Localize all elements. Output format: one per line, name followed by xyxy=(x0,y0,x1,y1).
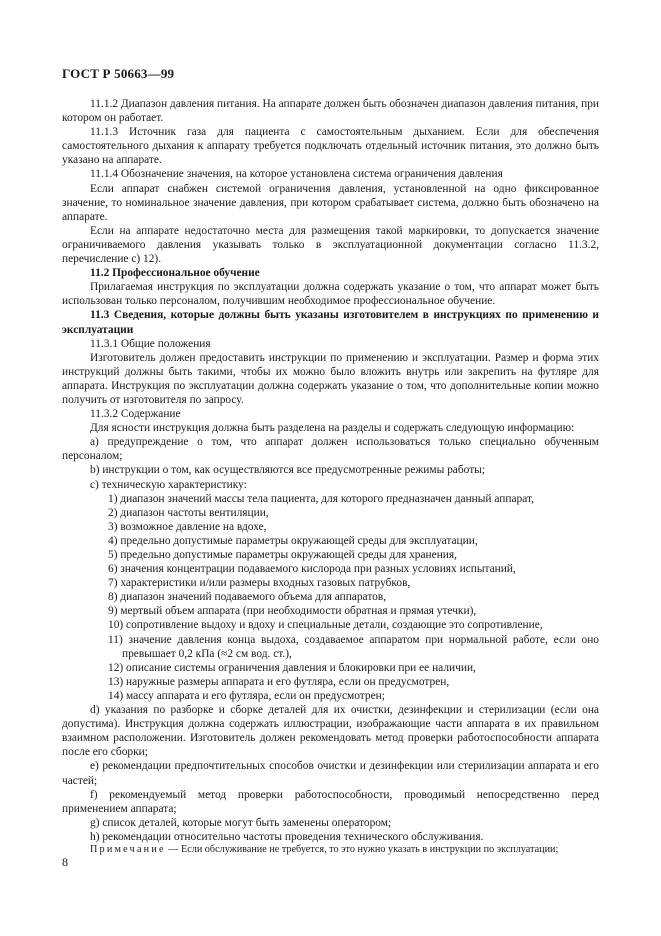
list-item-f: f) рекомендуемый метод проверки работоспособности, проводимый непосредственно перед применением аппарата; xyxy=(62,788,599,815)
paragraph-11-1-4: 11.1.4 Обозначение значения, на которое установлена система ограничения давления xyxy=(90,168,503,181)
tech-list-item: 8) диапазон значений подаваемого объема для аппаратов, xyxy=(108,591,387,604)
tech-list-item: 10) сопротивление выдоху и вдоху и специальные детали, создающие это сопротивление, xyxy=(108,619,543,632)
paragraph-11-3-2: Для ясности инструкция должна быть разделена на разделы и содержать следующую информацию: xyxy=(90,422,575,435)
list-item-c: с) техническую характеристику: xyxy=(90,478,247,491)
document-body xyxy=(62,97,599,857)
document-header: ГОСТ Р 50663—99 xyxy=(62,66,175,81)
tech-list-item: 14) массу аппарата и его футляра, если он предусмотрен; xyxy=(108,689,385,702)
paragraph-pressure-limit-1: Если аппарат снабжен системой ограничения давления, установленной на одно фиксированное значение, то номинальное значение давления, при котором срабатывает система, должно быть обозначено на аппарате. xyxy=(62,182,599,223)
page-number: 8 xyxy=(62,855,68,869)
tech-list-item: 1) диапазон значений массы тела пациента, для которого предназначен данный аппарат, xyxy=(108,492,534,505)
tech-list-item: 9) мертвый объем аппарата (при необходимости обратная и прямая утечки), xyxy=(108,605,477,618)
paragraph-11-1-2: 11.1.2 Диапазон давления питания. На аппарате должен быть обозначен диапазон давления питания, при котором он работает. xyxy=(62,98,599,125)
paragraph-11-2: Прилагаемая инструкция по эксплуатации должна содержать указание о том, что аппарат может быть использован только персоналом, получившим необходимое профессиональное обучение. xyxy=(62,281,599,308)
tech-list-item: 5) предельно допустимые параметры окружающей среды для хранения, xyxy=(108,549,457,561)
tech-list-item: 13) наружные размеры аппарата и его футляра, если он предусмотрен, xyxy=(108,675,450,688)
tech-list-item: 2) диапазон частоты вентиляции, xyxy=(108,506,269,519)
tech-list-item: 11) значение давления конца выдоха, создаваемое аппаратом при нормальной работе, если оно превышает 0,2 кПа (≈2 см вод. ст.), xyxy=(108,633,599,660)
paragraph-11-3-1: Изготовитель должен предоставить инструкции по применению и эксплуатации. Размер и форма этих инструкций должны быть такими, чтобы их можно было вложить внутрь или закрепить на футляре для аппарата. Инструкция по эксплуатации должна содержать указание о том, что дополнительные копии можно получить от изготовителя по запросу. xyxy=(62,351,599,406)
note-text: — Если обслуживание не требуется, то это нужно указать в инструкции по эксплуатации; xyxy=(165,843,559,855)
paragraph-pressure-limit-2: Если на аппарате недостаточно места для размещения такой маркировки, то допускается значение ограничиваемого давления указывать только в эксплуатационной документации согласно 11.3.2, перечисление с) 12). xyxy=(62,224,599,266)
section-heading-11-2: 11.2 Профессиональное обучение xyxy=(90,267,260,280)
note xyxy=(62,844,599,857)
tech-list-item: 12) описание системы ограничения давления и блокировки при ее наличии, xyxy=(108,661,476,674)
tech-list-item: 6) значения концентрации подаваемого кислорода при разных условиях испытаний, xyxy=(108,563,516,576)
list-item-b: b) инструкции о том, как осуществляются все предусмотренные режимы работы; xyxy=(90,464,485,477)
note-label: Примечание xyxy=(90,843,166,855)
paragraph-11-1-3: 11.1.3 Источник газа для пациента с самостоятельным дыханием. Если для обеспечения самостоятельного дыхания к аппарату требуется подключать отдельный источник питания, это должно быть указано на аппарате. xyxy=(62,126,599,167)
tech-list-item: 7) характеристики и/или размеры входных газовых патрубков, xyxy=(108,577,411,590)
tech-list-item: 4) предельно допустимые параметры окружающей среды для эксплуатации, xyxy=(108,534,478,547)
list-item-h: h) рекомендации относительно частоты проведения технического обслуживания. xyxy=(90,830,484,843)
subsection-heading-11-3-2: 11.3.2 Содержание xyxy=(90,408,181,421)
list-item-d: d) указания по разборке и сборке деталей для их очистки, дезинфекции и стерилизации (если она допустима). Инструкция должна содержать иллюстрации, изображающие части аппарата в их правильном взаимном расположении. Изготовитель должен рекомендовать метод проверки работоспособности аппарата после его сборки; xyxy=(62,704,599,759)
list-item-a: а) предупреждение о том, что аппарат должен использоваться только специально обученным персоналом; xyxy=(62,436,599,463)
tech-list-item: 3) возможное давление на вдохе, xyxy=(108,520,267,533)
section-heading-11-3: 11.3 Сведения, которые должны быть указаны изготовителем в инструкциях по применению и эксплуатации xyxy=(62,309,599,336)
list-item-e: е) рекомендации предпочтительных способов очистки и дезинфекции или стерилизации аппарата и его частей; xyxy=(62,760,599,787)
list-item-g: g) список деталей, которые могут быть заменены оператором; xyxy=(90,816,392,829)
subsection-heading-11-3-1: 11.3.1 Общие положения xyxy=(90,337,211,350)
